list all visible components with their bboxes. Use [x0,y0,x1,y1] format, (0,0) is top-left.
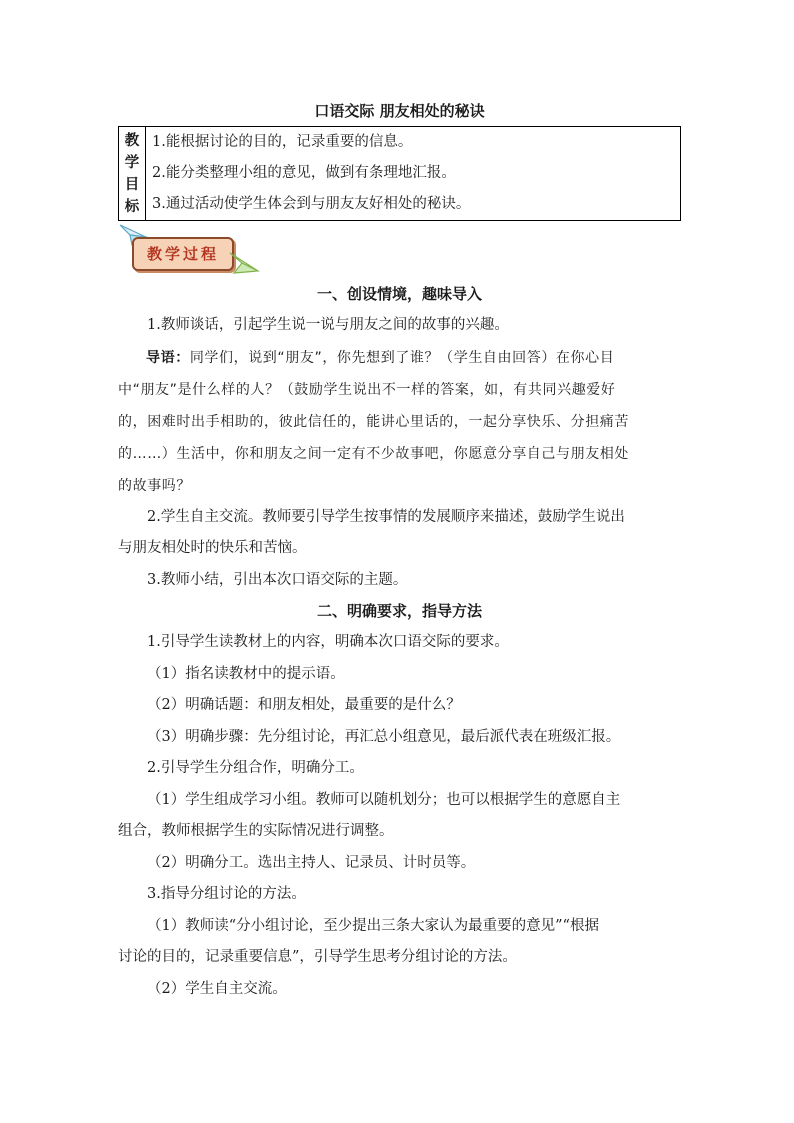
paragraph: 3.指导分组讨论的方法。 [147,886,306,902]
paper-plane-icon [228,249,260,275]
paragraph: 1.引导学生读教材上的内容，明确本次口语交际的要求。 [147,634,509,650]
goals-label-char: 目 [124,175,140,193]
paragraph: （2）学生自主交流。 [147,980,287,997]
process-banner-area [118,221,681,279]
paragraph: 3.教师小结，引出本次口语交际的主题。 [147,571,408,588]
paragraph: 2.学生自主交流。教师要引导学生按事情的发展顺序来描述，鼓励学生说出 [147,508,625,525]
paragraph: 1.教师谈话，引起学生说一说与朋友之间的故事的兴趣。 [147,317,509,333]
teaching-goals-table [118,126,681,221]
section-heading: 一、创设情境，趣味导入 [316,285,482,303]
section-heading: 二、明确要求，指导方法 [316,602,482,620]
goal-item: 2.能分类整理小组的意见，做到有条理地汇报。 [152,165,456,181]
paragraph: （2）明确分工。选出主持人、记录员、计时员等。 [147,854,476,871]
lesson-page [118,96,681,1005]
guide-line: 中“朋友”是什么样的人？（鼓励学生说出不一样的答案，如，有共同兴趣爱好 [118,381,616,398]
guide-text: 同学们，说到“朋友”，你先想到了谁？（学生自由回答）在你心目 [189,349,615,366]
paragraph: （3）明确步骤：先分组讨论，再汇总小组意见，最后派代表在班级汇报。 [147,728,621,745]
goals-label [119,127,146,221]
guide-label: 导语： [146,349,190,366]
paragraph: （1）学生组成学习小组。教师可以随机划分；也可以根据学生的意愿自主 [147,791,621,808]
guide-line [118,342,681,374]
process-banner [132,237,234,271]
goals-label-char: 学 [124,153,140,171]
goal-item: 3.通过活动使学生体会到与朋友友好相处的秘诀。 [152,196,471,212]
paragraph: （1）指名读教材中的提示语。 [147,665,345,682]
process-banner-label: 教学过程 [146,245,219,263]
paragraph: 2.引导学生分组合作，明确分工。 [147,760,364,776]
goals-list [146,127,681,221]
goals-label-char: 标 [124,197,140,215]
paragraph: 组合，教师根据学生的实际情况进行调整。 [118,823,394,839]
guide-line: 的故事吗？ [118,477,191,494]
goal-item: 1.能根据讨论的目的，记录重要的信息。 [152,134,413,150]
guide-line: 的……）生活中，你和朋友之间一定有不少故事吧，你愿意分享自己与朋友相处 [118,445,629,462]
paragraph: 讨论的目的，记录重要信息”，引导学生思考分组讨论的方法。 [118,949,517,965]
guide-paragraph [118,342,681,502]
paragraph: （2）明确话题：和朋友相处，最重要的是什么？ [147,697,461,713]
page-title: 口语交际 朋友相处的秘诀 [314,102,485,120]
paragraph: 与朋友相处时的快乐和苦恼。 [118,540,307,556]
guide-line: 的，困难时出手相助的，彼此信任的，能讲心里话的，一起分享快乐、分担痛苦 [118,413,629,430]
paragraph: （1）教师读“分小组讨论，至少提出三条大家认为最重要的意见”“根据 [147,917,599,934]
goals-label-char: 教 [124,131,140,149]
